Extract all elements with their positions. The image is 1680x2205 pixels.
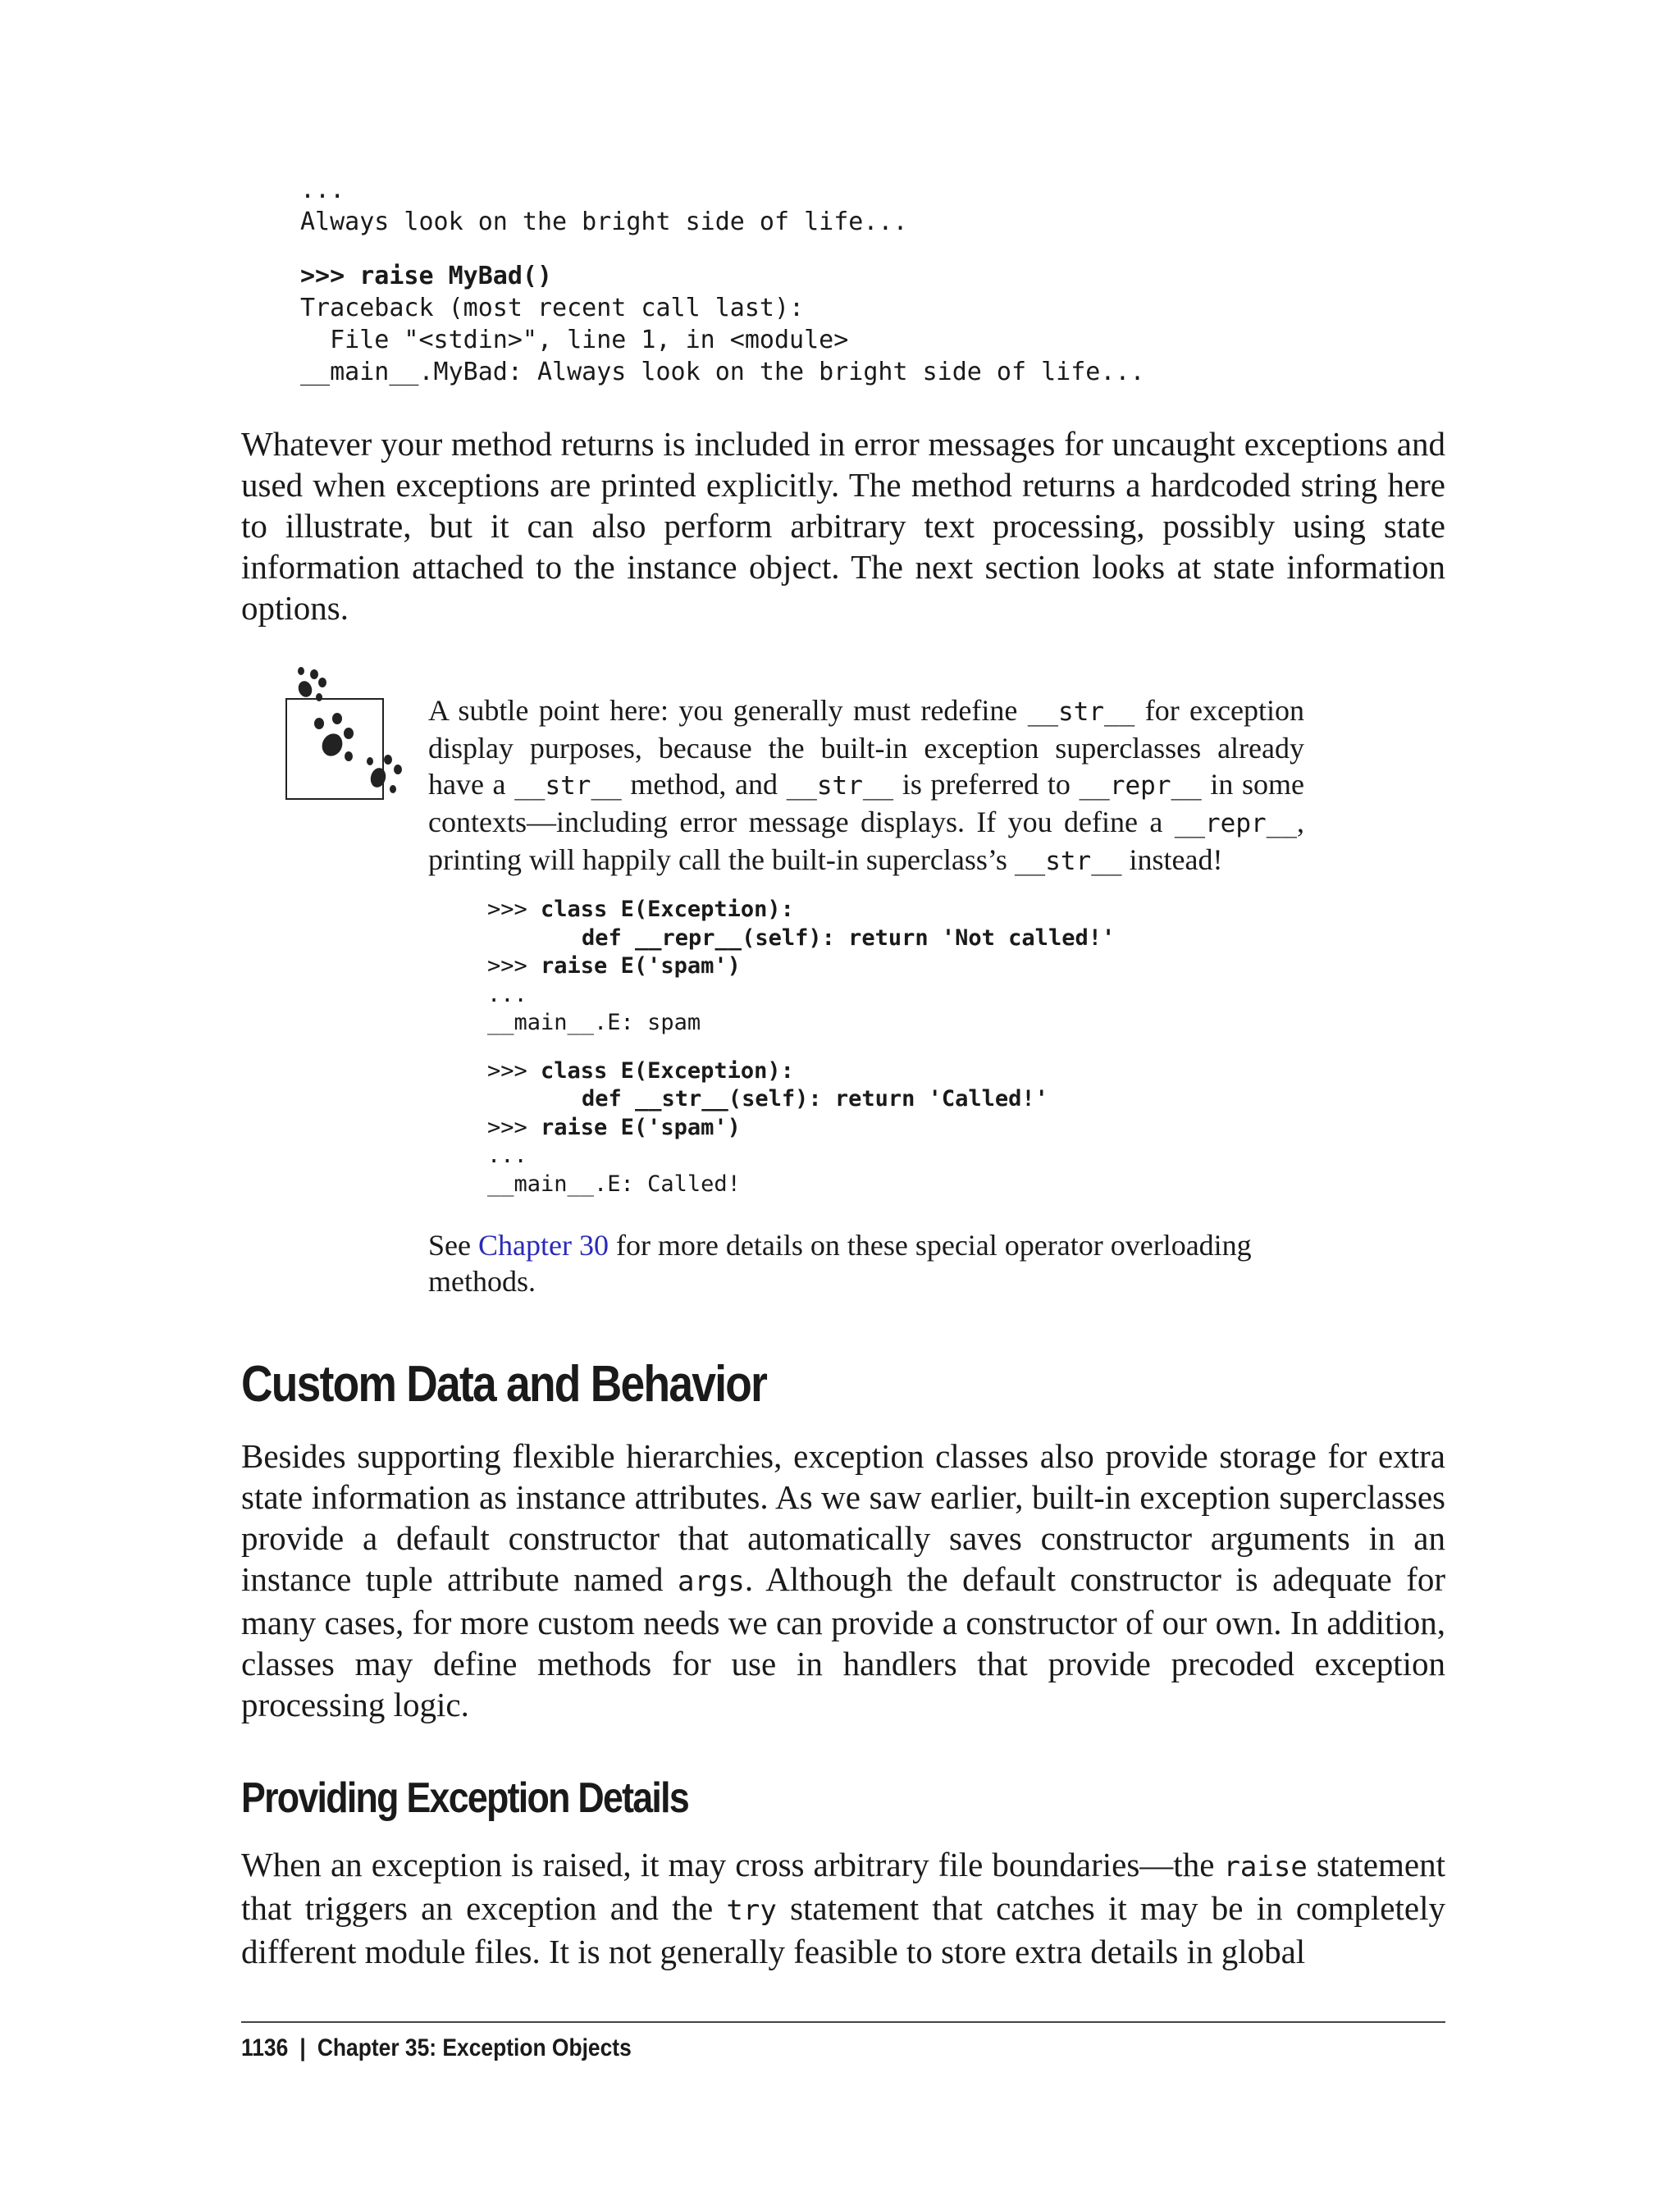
code-line: def __str__(self): return 'Called!'	[582, 1086, 1048, 1112]
inline-code: raise	[1223, 1851, 1308, 1883]
inline-code: __repr__	[1079, 771, 1202, 801]
note-text: A subtle point here: you generally must redefine __str__ for exception display purposes, because the built-in exception superclasses already have a __str__ method, and __str__ is preferred to __repr__ in some contexts—including error message displays. If you define a __repr__, printing will happily call the built-in superclass’s __str__ instead!	[428, 694, 1305, 876]
footer-chapter: Chapter 35:	[317, 2034, 437, 2061]
code-line: >>> raise E('spam')	[487, 1114, 741, 1140]
code-block-top	[300, 174, 1145, 388]
note-icon	[283, 664, 414, 812]
code-line: ...	[487, 981, 527, 1007]
code-line: >>> class E(Exception):	[487, 897, 794, 922]
body-paragraph: Besides supporting flexible hierarchies, exception classes also provide storage for extra state information as instance attributes. As we saw earlier, built-in exception superclasses provide a default constructor that automatically saves constructor arguments in an instance tuple attribute named args. Although the default constructor is adequate for many cases, for more custom needs we can provide a constructor of our own. In addition, classes may define methods for use in handlers that provide precoded exception processing logic.	[241, 1437, 1445, 1723]
code-line: >>> raise E('spam')	[487, 953, 741, 979]
inline-code: __str__	[514, 771, 622, 801]
code-block-note	[487, 896, 1115, 1198]
inline-code: __repr__	[1174, 809, 1297, 838]
note-see-also: See Chapter 30 for more details on these special operator overloading methods.	[428, 1229, 1252, 1298]
inline-code: __str__	[1027, 697, 1135, 727]
code-line: >>> class E(Exception):	[487, 1057, 794, 1084]
inline-code: args	[677, 1565, 745, 1598]
code-line: __main__.E: spam	[487, 1010, 701, 1035]
inline-code: __str__	[786, 771, 894, 801]
code-line: ...	[487, 1143, 527, 1169]
section-heading: Custom Data and Behavior	[241, 1356, 767, 1413]
code-line: __main__.E: Called!	[487, 1171, 741, 1197]
footer-separator: |	[299, 2034, 306, 2061]
footer-title: Exception Objects	[442, 2034, 632, 2061]
code-line: Always look on the bright side of life...	[300, 208, 908, 236]
code-line: ...	[300, 176, 345, 204]
code-line: __main__.MyBad: Always look on the bright side of life...	[300, 358, 1145, 386]
footer-divider	[241, 2021, 1445, 2023]
inline-code: __str__	[1014, 847, 1122, 876]
code-line: Traceback (most recent call last):	[300, 294, 805, 322]
code-line: File "<stdin>", line 1, in <module>	[300, 326, 849, 354]
inline-code: try	[726, 1894, 777, 1927]
page-number: 1136	[241, 2034, 289, 2061]
code-line: >>> raise MyBad()	[300, 262, 553, 290]
page-footer	[241, 2034, 632, 2062]
body-paragraph: Whatever your method returns is included in error messages for uncaught exceptions and used when exceptions are printed explicitly. The method returns a hardcoded string here to illustrate, but it can also perform arbitrary text processing, possibly using state information attached to the instance object. The next section looks at state information options.	[241, 425, 1445, 627]
code-line: def __repr__(self): return 'Not called!'	[582, 924, 1116, 951]
chapter-30-link[interactable]: Chapter 30	[477, 1229, 609, 1262]
subsection-heading: Providing Exception Details	[241, 1774, 688, 1822]
body-paragraph: When an exception is raised, it may cross arbitrary file boundaries—the raise statement that triggers an exception and the try statement that catches it may be in completely different module files. It is not generally feasible to store extra details in global	[241, 1846, 1445, 1970]
